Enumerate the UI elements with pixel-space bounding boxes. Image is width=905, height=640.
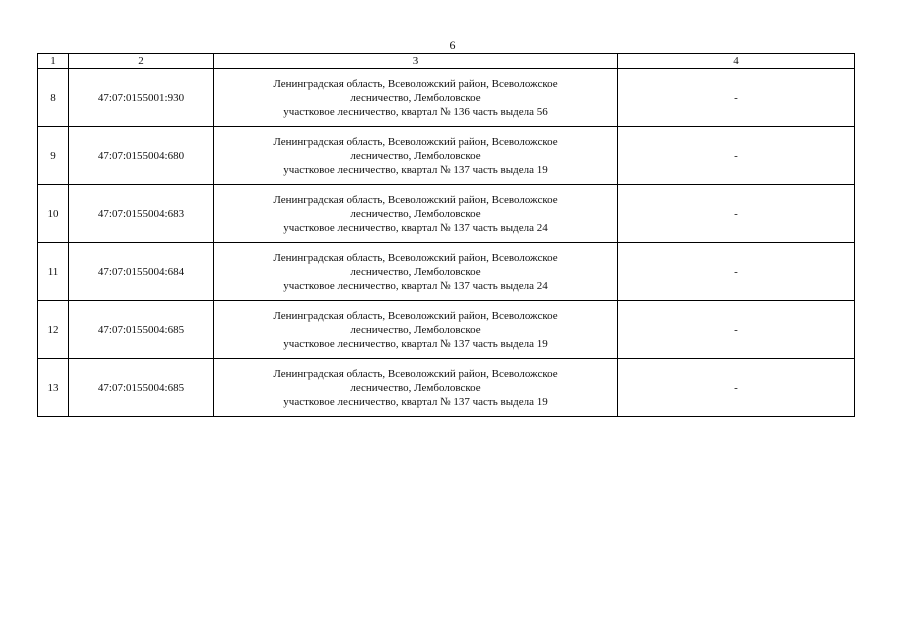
row-number-cell: 11: [38, 243, 69, 301]
address-line: лесничество, Лемболовское: [350, 149, 481, 162]
cadastral-number-cell: 47:07:0155004:685: [69, 359, 214, 417]
address-cell: [214, 69, 618, 127]
cadastral-number-cell: 47:07:0155001:930: [69, 69, 214, 127]
cadastral-number-cell: 47:07:0155004:685: [69, 301, 214, 359]
row-number-cell: 9: [38, 127, 69, 185]
address-line: Ленинградская область, Всеволожский район, Всеволожское: [273, 193, 558, 206]
column-header: 3: [214, 54, 618, 69]
address-line: участковое лесничество, квартал № 136 часть выдела 56: [283, 105, 548, 118]
address-line: Ленинградская область, Всеволожский район, Всеволожское: [273, 367, 558, 380]
address-cell: [214, 127, 618, 185]
address-cell: [214, 243, 618, 301]
address-line: лесничество, Лемболовское: [350, 323, 481, 336]
address-line: лесничество, Лемболовское: [350, 265, 481, 278]
cadastral-number-cell: 47:07:0155004:680: [69, 127, 214, 185]
column-header: 1: [38, 54, 69, 69]
parcel-table: [37, 53, 855, 417]
address-line: участковое лесничество, квартал № 137 часть выдела 19: [283, 163, 548, 176]
address-line: Ленинградская область, Всеволожский район, Всеволожское: [273, 135, 558, 148]
table-row: [38, 359, 855, 417]
note-cell: -: [618, 243, 855, 301]
row-number-cell: 8: [38, 69, 69, 127]
note-cell: -: [618, 69, 855, 127]
note-cell: -: [618, 127, 855, 185]
address-line: участковое лесничество, квартал № 137 часть выдела 24: [283, 221, 548, 234]
note-cell: -: [618, 301, 855, 359]
table-row: [38, 185, 855, 243]
address-line: лесничество, Лемболовское: [350, 381, 481, 394]
address-line: участковое лесничество, квартал № 137 часть выдела 24: [283, 279, 548, 292]
row-number-cell: 13: [38, 359, 69, 417]
address-line: Ленинградская область, Всеволожский район, Всеволожское: [273, 251, 558, 264]
address-cell: [214, 301, 618, 359]
table-header-row: [38, 54, 855, 69]
address-line: Ленинградская область, Всеволожский район, Всеволожское: [273, 309, 558, 322]
table-row: [38, 301, 855, 359]
table-row: [38, 127, 855, 185]
address-line: участковое лесничество, квартал № 137 часть выдела 19: [283, 337, 548, 350]
address-line: участковое лесничество, квартал № 137 часть выдела 19: [283, 395, 548, 408]
row-number-cell: 12: [38, 301, 69, 359]
row-number-cell: 10: [38, 185, 69, 243]
note-cell: -: [618, 185, 855, 243]
address-cell: [214, 185, 618, 243]
cadastral-number-cell: 47:07:0155004:684: [69, 243, 214, 301]
address-line: Ленинградская область, Всеволожский район, Всеволожское: [273, 77, 558, 90]
address-cell: [214, 359, 618, 417]
note-cell: -: [618, 359, 855, 417]
column-header: 2: [69, 54, 214, 69]
address-line: лесничество, Лемболовское: [350, 91, 481, 104]
address-line: лесничество, Лемболовское: [350, 207, 481, 220]
table-row: [38, 243, 855, 301]
page-number: 6: [449, 38, 456, 52]
column-header: 4: [618, 54, 855, 69]
table-row: [38, 69, 855, 127]
cadastral-number-cell: 47:07:0155004:683: [69, 185, 214, 243]
